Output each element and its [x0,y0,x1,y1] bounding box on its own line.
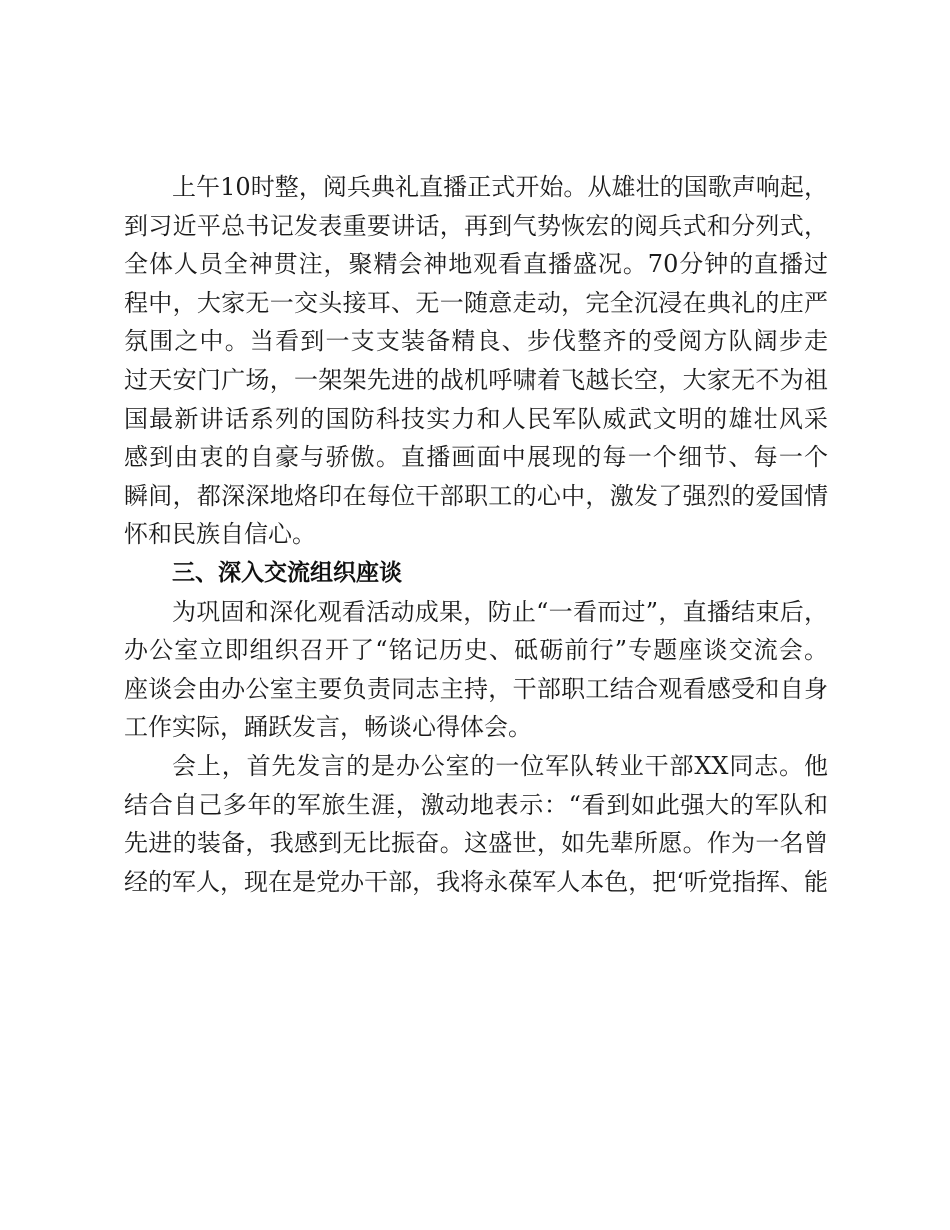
text-line: 结合自己多年的军旅生涯，激动地表示：“看到如此强大的军队和 [124,790,828,819]
section-heading: 三、深入交流组织座谈 [172,559,402,586]
text-line: 氛围之中。当看到一支支装备精良、步伐整齐的受阅方队阔步走 [124,327,828,356]
paragraph-live-broadcast [124,168,828,554]
text-line: 国最新讲话系列的国防科技实力和人民军队威武文明的雄壮风采 [124,404,828,433]
text-line: 感到由衷的自豪与骄傲。直播画面中展现的每一个细节、每一个 [124,443,828,472]
text-line: 瞬间，都深深地烙印在每位干部职工的心中，激发了强烈的爱国情 [124,481,828,510]
text-line: 先进的装备，我感到无比振奋。这盛世，如先辈所愿。作为一名曾 [124,829,828,858]
paragraph-symposium [124,593,828,747]
text-line: 为巩固和深化观看活动成果，防止“一看而过”，直播结束后， [172,597,828,626]
text-line: 座谈会由办公室主要负责同志主持，干部职工结合观看感受和自身 [124,674,828,703]
text-line: 过天安门广场，一架架先进的战机呼啸着飞越长空，大家无不为祖 [124,365,828,394]
text-line: 怀和民族自信心。 [124,520,316,549]
text-line: 会上，首先发言的是办公室的一位军队转业干部XX同志。他 [172,751,828,780]
document-body [124,168,828,901]
text-line: 全体人员全神贯注，聚精会神地观看直播盛况。70分钟的直播过 [124,250,828,279]
text-line: 到习近平总书记发表重要讲话，再到气势恢宏的阅兵式和分列式， [124,211,828,240]
text-line: 经的军人，现在是党办干部，我将永葆军人本色，把‘听党指挥、能 [124,867,828,896]
text-line: 工作实际，踊跃发言，畅谈心得体会。 [124,713,532,742]
text-line: 程中，大家无一交头接耳、无一随意走动，完全沉浸在典礼的庄严 [124,288,828,317]
text-line: 上午10时整，阅兵典礼直播正式开始。从雄壮的国歌声响起， [172,173,828,201]
text-line: 办公室立即组织召开了“铭记历史、砥砺前行”专题座谈交流会。 [124,636,828,665]
paragraph-veteran-speech [124,747,828,901]
